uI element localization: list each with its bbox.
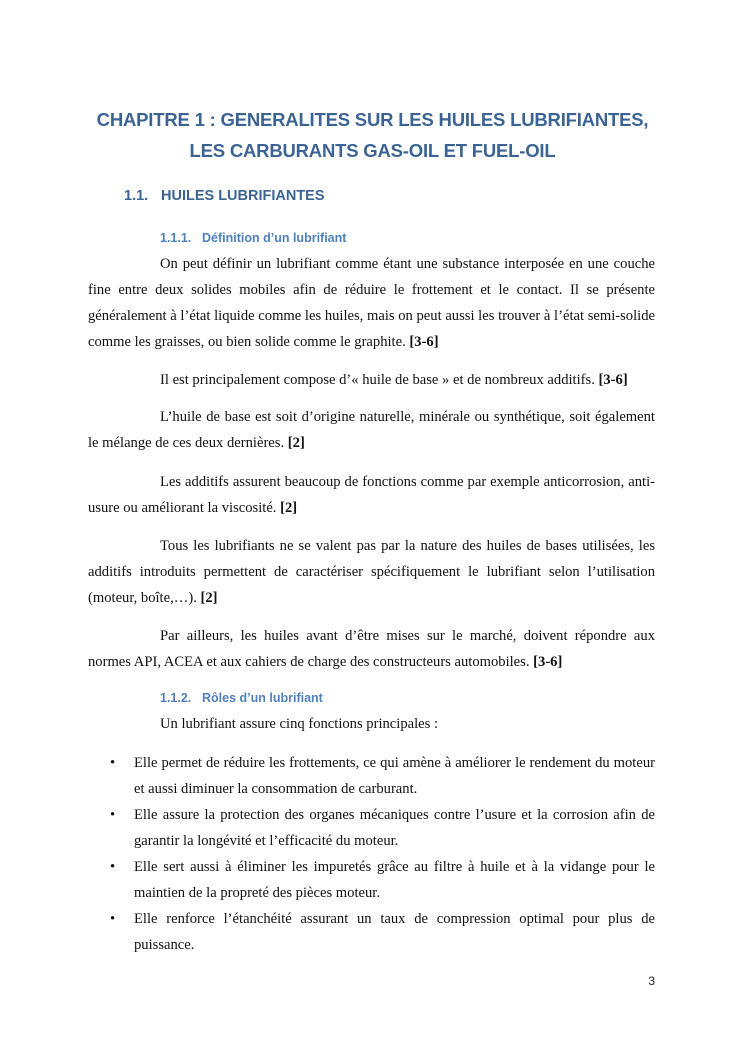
bullet-icon: • [110, 911, 116, 927]
list-item [88, 802, 655, 854]
list-item-text: Elle assure la protection des organes mécaniques contre l’usure et la corrosion afin de garantir la longévité et l’efficacité du moteur. [134, 807, 655, 849]
reference: [3-6] [533, 654, 563, 670]
reference: [3-6] [409, 334, 439, 350]
chapter-title-line-1: CHAPITRE 1 : GENERALITES SUR LES HUILES LUBRIFIANTES, [96, 109, 649, 130]
paragraph-text: Par ailleurs, les huiles avant d’être mises sur le marché, doivent répondre aux normes API, ACEA et aux cahiers de charge des constructeurs automobiles. [88, 628, 655, 670]
section-title: HUILES LUBRIFIANTES [161, 188, 325, 204]
page-number: 3 [648, 974, 655, 988]
bullet-icon: • [110, 755, 116, 771]
paragraph [88, 623, 655, 675]
paragraph-text: L’huile de base est soit d’origine naturelle, minérale ou synthétique, soit également le mélange de ces deux dernières. [88, 409, 655, 451]
list-item [88, 906, 655, 958]
subsection-title: Définition d’un lubrifiant [202, 231, 347, 245]
reference: [3-6] [598, 372, 628, 388]
chapter-title [60, 104, 685, 166]
reference: [2] [200, 590, 218, 606]
subsection-heading-roles [160, 691, 323, 705]
reference: [2] [287, 435, 305, 451]
section-heading [124, 188, 325, 204]
paragraph [88, 533, 655, 611]
reference: [2] [280, 500, 298, 516]
paragraph [88, 469, 655, 521]
list-item [88, 854, 655, 906]
list-item-text: Elle renforce l’étanchéité assurant un taux de compression optimal pour plus de puissance. [134, 911, 655, 953]
subsection-number: 1.1.1. [160, 231, 192, 245]
subsection-heading-definition [160, 231, 346, 245]
paragraph-text: On peut définir un lubrifiant comme étant une substance interposée en une couche fine entre deux solides mobiles afin de réduire le frottement et le contact. Il se présente généralement à l’état liquide comme les huiles, mais on peut aussi les trouver à l’état semi-solide comme les graisses, ou bien solide comme le graphite. [88, 256, 655, 350]
subsection-number: 1.1.2. [160, 691, 192, 705]
paragraph [88, 251, 655, 355]
paragraph-text: Les additifs assurent beaucoup de fonctions comme par exemple anticorrosion, anti-usure ou améliorant la viscosité. [88, 474, 655, 516]
section-number: 1.1. [124, 188, 149, 204]
list-item-text: Elle permet de réduire les frottements, ce qui amène à améliorer le rendement du moteur et aussi diminuer la consommation de carburant. [134, 755, 655, 797]
bullet-icon: • [110, 807, 116, 823]
paragraph-text: Il est principalement compose d’« huile de base » et de nombreux additifs. [160, 372, 595, 388]
paragraph [88, 367, 655, 393]
paragraph [88, 404, 655, 456]
list-intro: Un lubrifiant assure cinq fonctions principales : [160, 716, 439, 732]
list-item [88, 750, 655, 802]
functions-list [88, 750, 655, 958]
chapter-title-line-2: LES CARBURANTS GAS-OIL ET FUEL-OIL [189, 140, 556, 161]
list-item-text: Elle sert aussi à éliminer les impuretés grâce au filtre à huile et à la vidange pour le maintien de la propreté des pièces moteur. [134, 859, 655, 901]
subsection-title: Rôles d’un lubrifiant [202, 691, 323, 705]
bullet-icon: • [110, 859, 116, 875]
paragraph-text: Tous les lubrifiants ne se valent pas par la nature des huiles de bases utilisées, les additifs introduits permettent de caractériser spécifiquement le lubrifiant selon l’utilisation (moteur, boîte,…). [88, 538, 655, 606]
